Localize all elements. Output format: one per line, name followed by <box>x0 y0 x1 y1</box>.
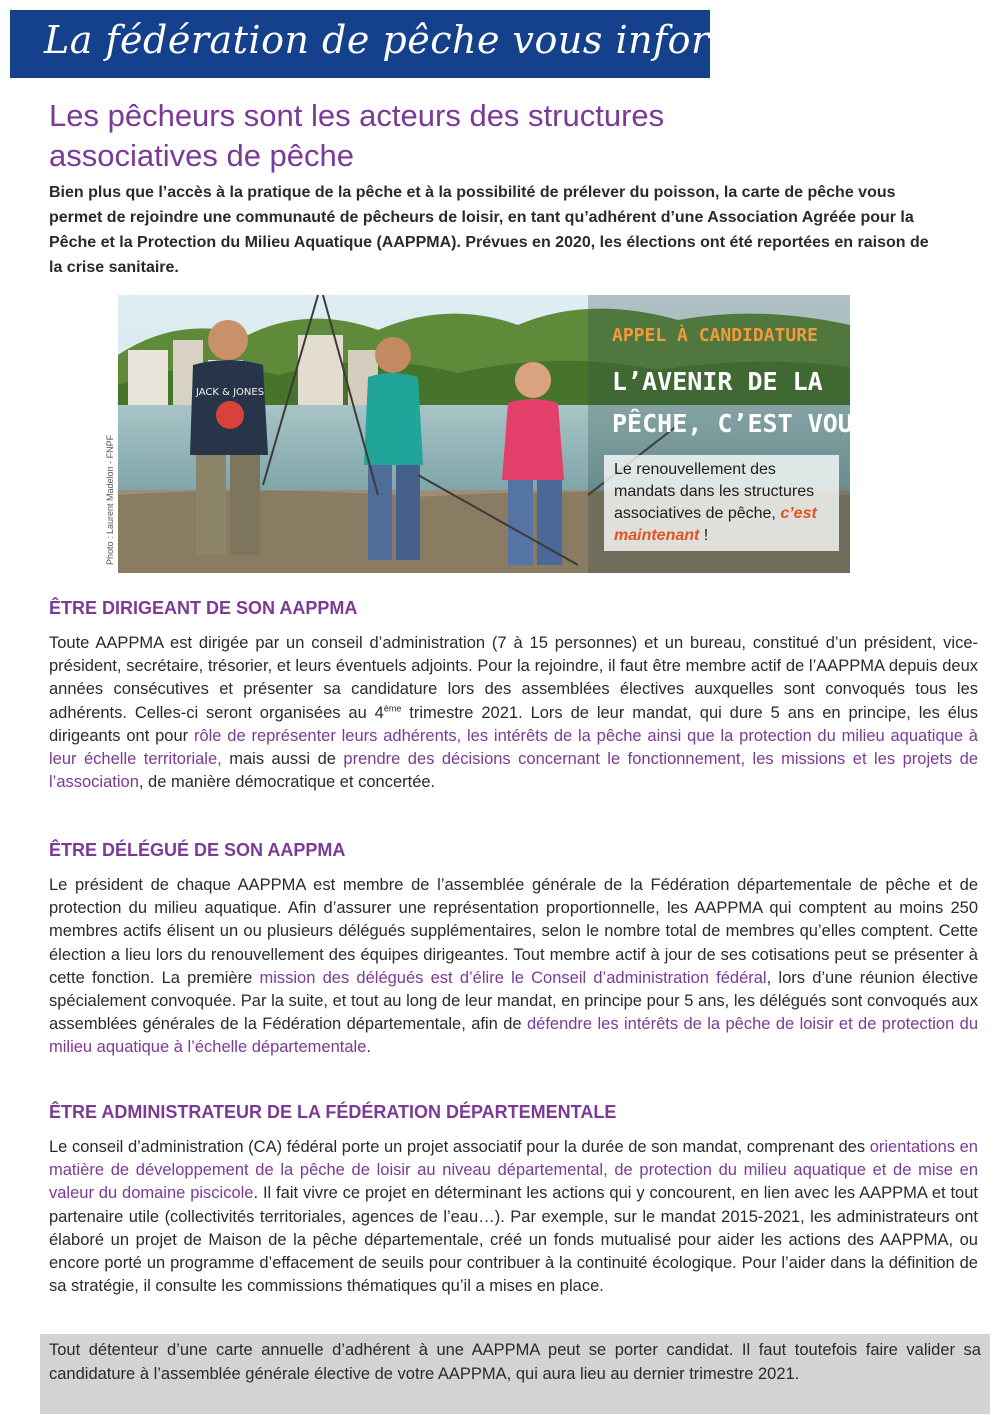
text-span: Le conseil d’administration (CA) fédéral porte un projet associatif pour la durée de son mandat, comprenant des <box>49 1138 870 1156</box>
highlight-text: défendre les intérêts de la pêche de loisir et de protection du milieu aquatique à l’échelle départementale <box>49 1015 979 1057</box>
renewal-text: Le renouvellement des mandats dans les structures associatives de pêche, <box>614 461 815 522</box>
article-title-line2: associatives de pêche <box>49 138 355 173</box>
text-span: trimestre 2021. Lors de leur mandat, qui dure 5 ans en principe, les élus dirigeants ont pour <box>49 703 978 745</box>
article-title <box>49 96 809 176</box>
text-span: . <box>366 1038 371 1057</box>
banner-title: La fédération de pêche vous informe <box>44 18 770 62</box>
intro-paragraph: Bien plus que l’accès à la pratique de la pêche et à la possibilité de prélever du poisson, la carte de pêche vous permet de rejoindre une communauté de pêcheurs de loisir, en tant qu’adhérent d’une Association Agréée pour la Pêche et la Protection du Milieu Aquatique (AAPPMA). Prévues en 2020, les élections ont été reportées en raison de la crise sanitaire. <box>49 184 929 276</box>
text-span: , lors d’une réunion élective spécialement convoquée. Par la suite, et tout au long de leur mandat, en principe pour 5 ans, les délégués sont convoqués aux assemblées générales de la Fédération départementale, afin de <box>49 968 978 1034</box>
section-body-delegue <box>49 874 978 1060</box>
highlight-text: orientations en matière de développement de la pêche de loisir au niveau départemental, de protection du milieu aquatique et de mise en valeur du domaine piscicole <box>49 1138 978 1203</box>
candidacy-note: Tout détenteur d’une carte annuelle d’adhérent à une AAPPMA peut se porter candidat. Il faut toutefois faire valider sa candidature à l’assemblée générale élective de votre AAPPMA, qui aura lieu au dernier trimestre 2021. <box>40 1334 990 1414</box>
text-span: Le président de chaque AAPPMA est membre de l’assemblée générale de la Fédération départementale de pêche et de protection du milieu aquatique. Afin d’assurer une représentation proportionnelle, les AAPPMA qui comptent au moins 250 membres actifs élisent un ou plusieurs délégués supplémentaires, selon le nombre total de membres qu’elles comptent. Cette élection a lieu lors du renouvellement des équipes dirigeantes. Tout membre actif à jour de ses cotisations peut se présenter à cette fonction. La première <box>49 876 978 987</box>
photo-headline <box>612 361 898 445</box>
section-title-administrateur: ÊTRE ADMINISTRATEUR DE LA FÉDÉRATION DÉPARTEMENTALE <box>49 1102 617 1122</box>
text-span: , de manière démocratique et concertée. <box>138 773 436 792</box>
text-span: . Il fait vivre ce projet en déterminant les actions qui y concourent, en lien avec les AAPPMA et tout partenaire utile (collectivités territoriales, agences de l’eau…). Par exemple, sur le mandat 2015-2021, les administrateurs ont élaboré un projet de Maison de la pêche départementale, créé un fonds mutualisé pour aider les actions des AAPPMA, ou encore porté un programme d’effacement de seuils pour contribuer à la continuité écologique. Pour l’aider dans la définition de sa stratégie, il consulte les commissions thématiques qu’il a mises en place. <box>49 1184 978 1296</box>
tshirt-text: JACK & JONES <box>195 387 265 398</box>
campaign-photo <box>118 295 898 573</box>
highlight-text: prendre des décisions concernant le fonctionnement, les missions et les projets de l’association <box>49 750 978 792</box>
section-title-dirigeant: ÊTRE DIRIGEANT DE SON AAPPMA <box>49 598 358 618</box>
renewal-accent: c’est maintenant <box>614 505 817 544</box>
text-span: Toute AAPPMA est dirigée par un conseil d’administration (7 à 15 personnes) et un bureau, constitué d’un président, vice-président, secrétaire, trésorier, et leurs éventuels adjoints. Pour la rejoindre, il faut être membre actif de l’AAPPMA depuis deux années consécutives et présenter sa candidature lors des assemblées électives auxquelles sont convoqués tous les adhérents. Celles-ci seront organisées au 4 <box>49 634 978 722</box>
section-title-delegue: ÊTRE DÉLÉGUÉ DE SON AAPPMA <box>49 840 346 860</box>
header-banner <box>10 10 770 78</box>
highlight-text: mission des délégués est d’élire le Conseil d’administration fédéral <box>259 968 767 987</box>
section-body-administrateur <box>49 1136 978 1298</box>
appel-label: APPEL À CANDIDATURE <box>612 325 818 346</box>
photo-credit: Photo : Laurent Madelon - FNPF <box>105 434 115 565</box>
photo-headline-line1: L’AVENIR DE LA <box>612 367 823 396</box>
text-span: mais aussi de <box>221 750 344 769</box>
article-title-line1: Les pêcheurs sont les acteurs des structures <box>49 98 665 133</box>
section-body-dirigeant <box>49 632 978 794</box>
renewal-callout <box>604 455 839 551</box>
superscript: ème <box>383 703 402 714</box>
renewal-end: ! <box>699 527 709 544</box>
highlight-text: rôle de représenter leurs adhérents, les intérêts de la pêche ainsi que la protection du milieu aquatique à leur échelle territoriale, <box>49 726 978 769</box>
photo-headline-line2: PÊCHE, C’EST VOUS ! <box>612 409 898 438</box>
